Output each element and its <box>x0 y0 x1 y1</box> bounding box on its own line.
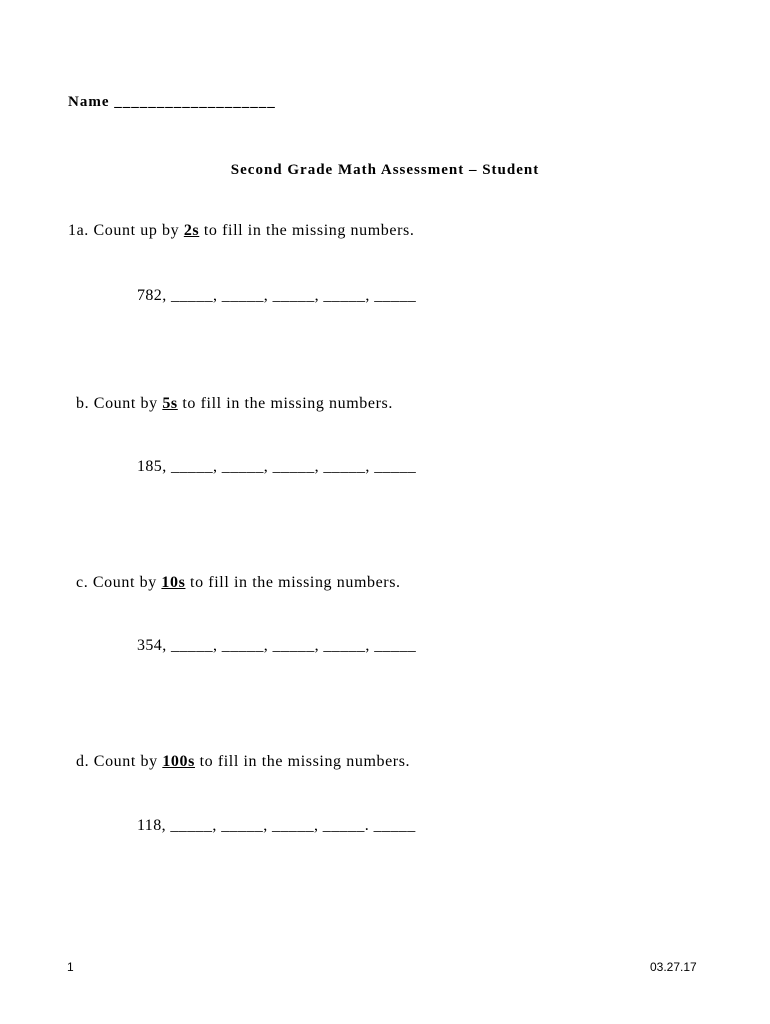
question-1a-step: 2s <box>183 222 200 239</box>
question-1c-suffix: to fill in the missing numbers. <box>185 574 401 591</box>
sequence-1b: 185, _____, _____, _____, _____, _____ <box>137 458 417 475</box>
student-name-line: Name ___________________ <box>68 94 276 110</box>
question-1b <box>76 395 393 413</box>
question-1d-prefix: d. Count by <box>76 753 163 770</box>
question-1d-suffix: to fill in the missing numbers. <box>194 753 411 770</box>
question-1a-suffix: to fill in the missing numbers. <box>199 222 415 239</box>
question-1b-prefix: b. Count by <box>76 395 163 412</box>
question-1d-step: 100s <box>162 753 195 770</box>
footer-date: 03.27.17 <box>650 960 697 974</box>
question-1a <box>68 222 414 240</box>
question-1c <box>76 574 401 592</box>
page-title: Second Grade Math Assessment – Student <box>230 162 540 178</box>
page-number: 1 <box>67 960 74 974</box>
question-1b-step: 5s <box>162 395 178 412</box>
sequence-1a: 782, _____, _____, _____, _____, _____ <box>137 287 417 304</box>
question-1a-prefix: 1a. Count up by <box>68 222 184 239</box>
question-1c-prefix: c. Count by <box>76 574 162 591</box>
question-1b-suffix: to fill in the missing numbers. <box>177 395 393 412</box>
sequence-1d: 118, _____, _____, _____, _____. _____ <box>137 817 416 834</box>
sequence-1c: 354, _____, _____, _____, _____, _____ <box>137 637 417 654</box>
question-1d <box>76 753 410 771</box>
question-1c-step: 10s <box>161 574 186 591</box>
